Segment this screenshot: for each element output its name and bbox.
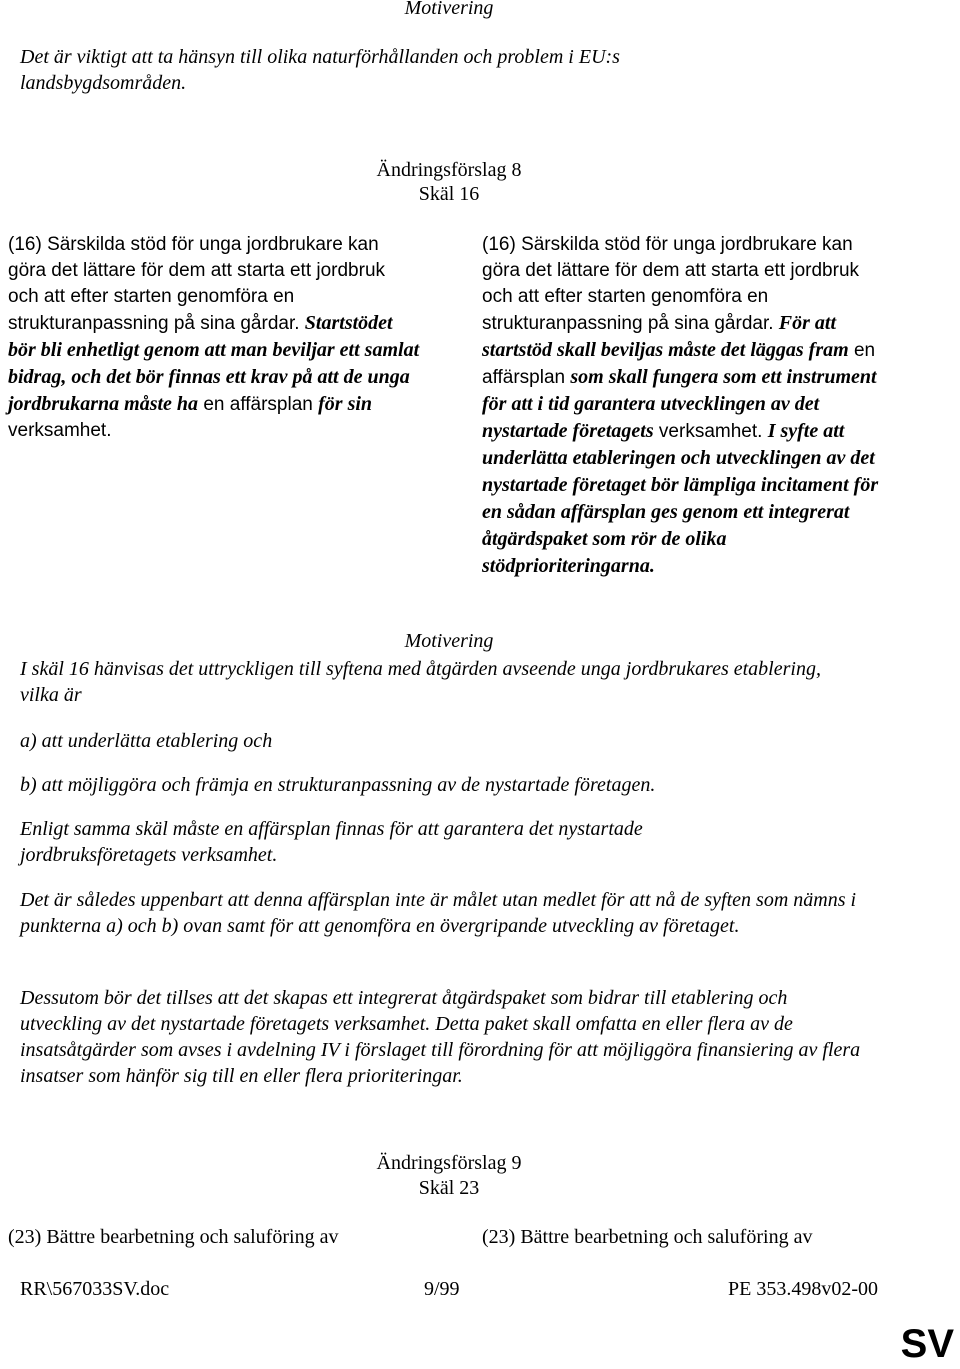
footer-page-number: 9/99 — [424, 1278, 460, 1300]
amendment-9-title: Ändringsförslag 9 — [376, 1152, 522, 1174]
footer-reference: PE 353.498v02-00 — [728, 1278, 878, 1300]
original-plain-text-2: en affärsplan — [198, 394, 319, 415]
amended-new-text-2: som skall fungera som ett instrument för att i tid garantera utvecklingen av det nystartade företagets — [482, 366, 877, 442]
motivation-heading: Motivering — [404, 630, 494, 652]
motivation-paragraph: I skäl 16 hänvisas det uttryckligen till syftena med åtgärden avseende unga jordbrukares etablering, vilka är — [20, 658, 821, 706]
language-tag: SV — [900, 1322, 954, 1366]
amendment-9-original-text: (23) Bättre bearbetning och saluföring av — [8, 1226, 339, 1248]
motivation-paragraph: b) att möjliggöra och främja en strukturanpassning av de nystartade företagen. — [20, 774, 656, 796]
motivation-paragraph: a) att underlätta etablering och — [20, 730, 273, 752]
amendment-8-original-text — [8, 232, 420, 444]
top-motivation-text: Det är viktigt att ta hänsyn till olika naturförhållanden och problem i EU:s landsbygdsområden. — [20, 46, 620, 94]
amended-plain-text-3: verksamhet. — [653, 421, 768, 442]
top-motivation-heading: Motivering — [404, 0, 494, 19]
motivation-paragraph: Det är således uppenbart att denna affärsplan inte är målet utan medlet för att nå de syften som nämns i punkterna a) och b) ovan samt för att genomföra en övergripande utveckling av företaget. — [20, 889, 857, 937]
original-deleted-text-2: för sin — [318, 393, 373, 415]
motivation-paragraph: Dessutom bör det tillses att det skapas ett integrerat åtgärdspaket som bidrar till etablering och utveckling av det nystartade företagets verksamhet. Detta paket skall omfatta en eller flera av de insatsåtgärder som avses i avdelning IV i förslaget till förordning för att möjliggöra finansiering av flera insatser som hänför sig till en eller flera prioriteringar. — [20, 987, 861, 1087]
amended-plain-text: (16) Särskilda stöd för unga jordbrukare kan göra det lättare för dem att starta ett jordbruk och att efter starten genomföra en strukturanpassning på sina gårdar. — [482, 234, 860, 334]
original-plain-text: (16) Särskilda stöd för unga jordbrukare kan göra det lättare för dem att starta ett jordbruk och att efter starten genomföra en strukturanpassning på sina gårdar. — [8, 234, 386, 334]
amendment-9-subtitle: Skäl 23 — [418, 1177, 480, 1199]
amended-new-text-3: I syfte att underlätta etableringen och utvecklingen av det nystartade företaget bör lämpliga incitament för en sådan affärsplan ges genom ett integrerat åtgärdspaket som rör de olika stödprioriteringarna. — [482, 420, 879, 577]
amendment-8-title: Ändringsförslag 8 — [376, 159, 522, 181]
amendment-8-amended-text — [482, 232, 894, 580]
footer-document-id: RR\567033SV.doc — [20, 1278, 170, 1300]
amendment-9-amended-text: (23) Bättre bearbetning och saluföring av — [482, 1226, 813, 1248]
original-plain-text-3: verksamhet. — [8, 420, 112, 441]
amendment-8-subtitle: Skäl 16 — [418, 183, 480, 205]
motivation-paragraph: Enligt samma skäl måste en affärsplan finnas för att garantera det nystartade jordbruksföretagets verksamhet. — [20, 818, 643, 866]
amended-plain-text-2: en affärsplan — [482, 340, 876, 388]
original-deleted-text-1: Startstödet bör bli enhetligt genom att man beviljar ett samlat bidrag, och det bör finnas ett krav på att de unga jordbrukarna måste ha — [8, 312, 420, 415]
amended-new-text-1: För att startstöd skall beviljas måste det läggas fram — [482, 312, 849, 361]
